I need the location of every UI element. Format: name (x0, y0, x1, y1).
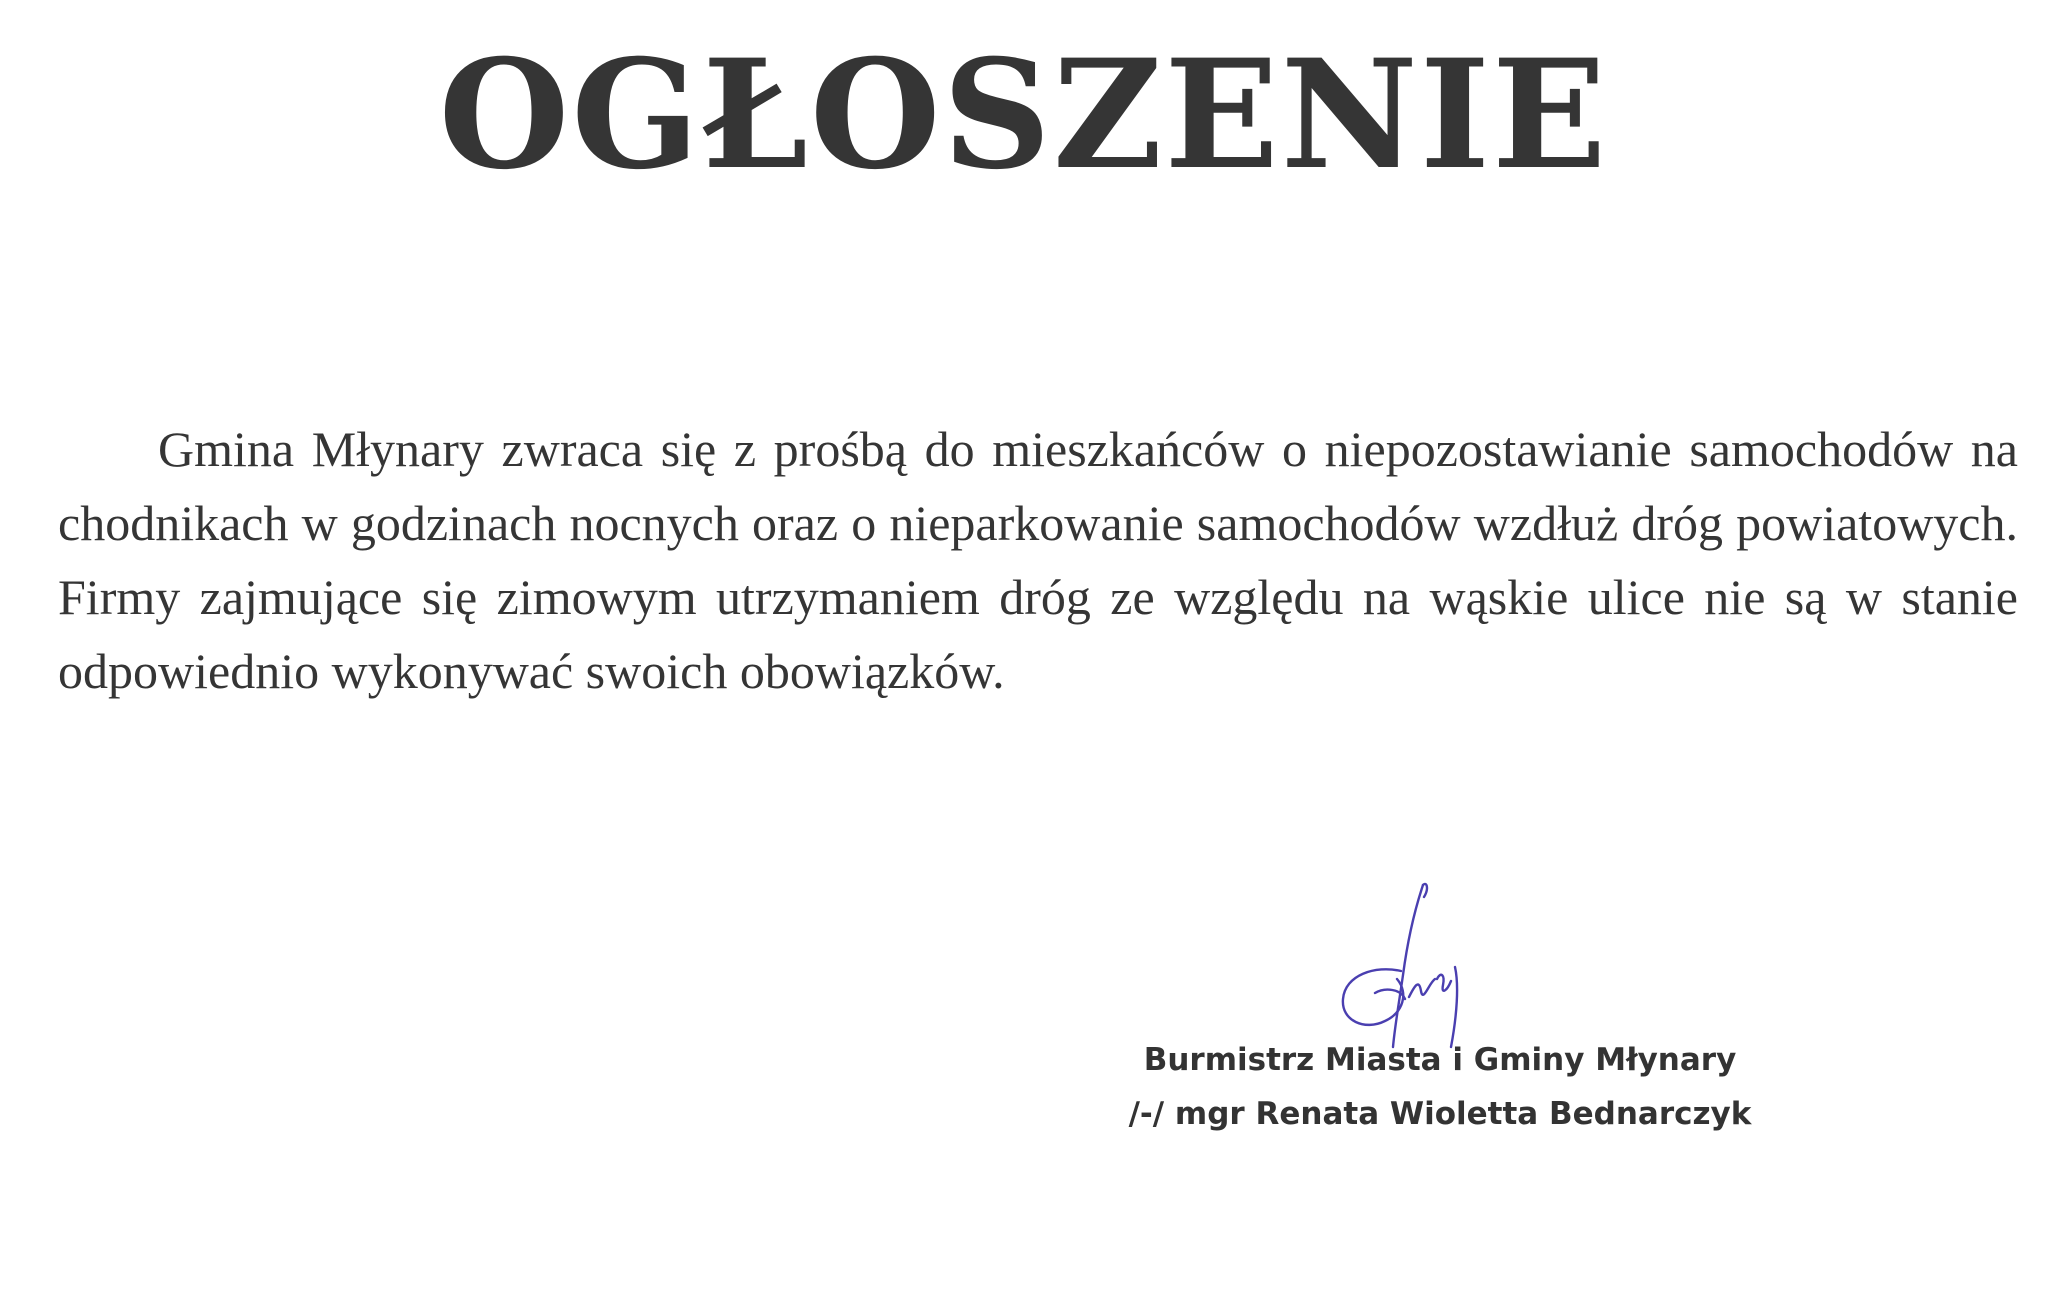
page-title: OGŁOSZENIE (438, 27, 1609, 203)
announcement-body: Gmina Młynary zwraca się z prośbą do mieszkańców o niepozostawianie samochodów na chodnikach w godzinach nocnych oraz o nieparkowanie samochodów wzdłuż dróg powiatowych. Firmy zajmujące się zimowym utrzymaniem dróg ze względu na wąskie ulice nie są w stanie odpowiednio wykonywać swoich obowiązków. (58, 421, 2018, 699)
signatory-name: /-/ mgr Renata Wioletta Bednarczyk (1128, 1096, 1752, 1132)
signatory-title: Burmistrz Miasta i Gminy Młynary (1143, 1042, 1737, 1078)
signature-block (1100, 1033, 1780, 1141)
